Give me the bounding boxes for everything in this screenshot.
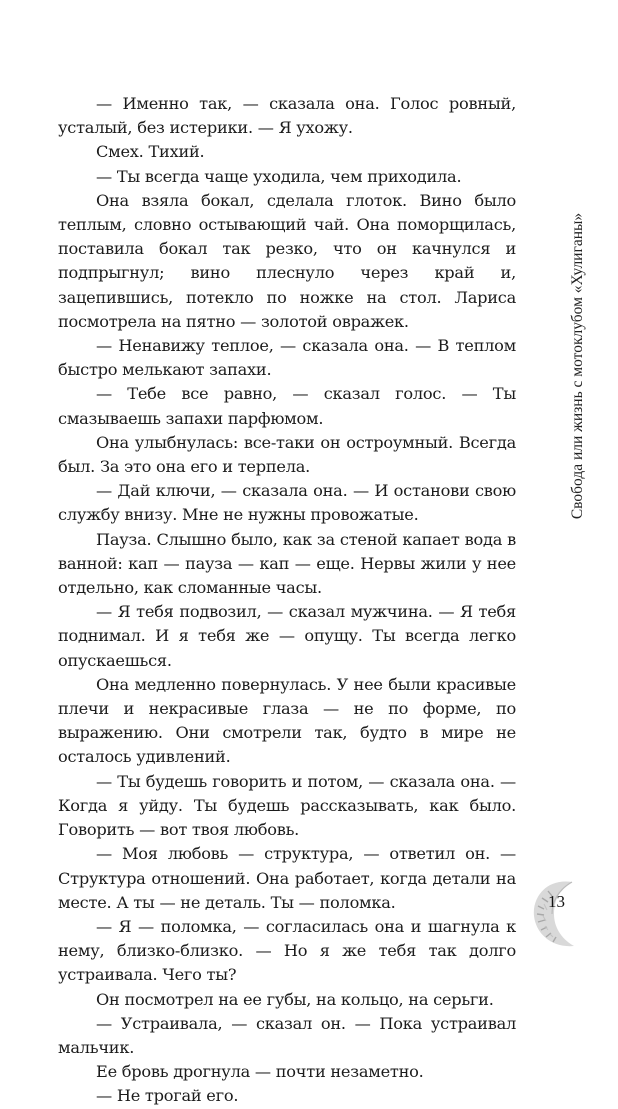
paragraph: — Именно так, — сказала она. Голос ровный, усталый, без истерики. — Я ухожу. — [58, 94, 516, 138]
paragraph: — Тебе все равно, — сказал голос. — Ты смазываешь запахи парфюмом. — [58, 384, 516, 428]
paragraph: — Я тебя подвозил, — сказал мужчина. — Я тебя поднимал. И я тебя же — опущу. Ты всегда легко опускаешься. — [58, 602, 516, 670]
paragraph: Пауза. Слышно было, как за стеной капает вода в ванной: кап — пауза — кап — еще. Нервы жили у нее отдельно, как сломанные часы. — [58, 529, 516, 598]
body-text — [58, 92, 516, 1109]
paragraph: — Ты всегда чаще уходила, чем приходила. — [96, 166, 462, 186]
paragraph: Она улыбнулась: все-таки он остроумный. Всегда был. За это она его и терпела. — [58, 432, 516, 477]
paragraph: Она медленно повернулась. У нее были красивые плечи и некрасивые глаза — не по форме, по выражению. Они смотрели так, будто в мире не осталось удивлений. — [58, 674, 516, 767]
paragraph: — Ты будешь говорить и потом, — сказала она. — Когда я уйду. Ты будешь рассказывать, как было. Говорить — вот твоя любовь. — [58, 771, 516, 840]
paragraph: — Моя любовь — структура, — ответил он. — Структура отношений. Она работает, когда детали на месте. А ты — не деталь. Ты — поломка. — [58, 844, 516, 912]
paragraph: — Не трогай его. — [96, 1086, 239, 1106]
running-head — [568, 86, 588, 646]
paragraph: Она взяла бокал, сделала глоток. Вино было теплым, словно остывающий чай. Она поморщилась, поставила бокал так резко, что он качнулся и подпрыгнул; вино плеснуло через край и, зацепившись, потекло по ножке на стол. Лариса посмотрела на пятно — золотой овражек. — [58, 190, 516, 331]
paragraph: — Я — поломка, — согласилась она и шагнула к нему, близко-близко. — Но я же тебя так долго устраивала. Чего ты? — [58, 916, 516, 985]
paragraph: Смех. Тихий. — [96, 142, 205, 162]
running-head-text: Свобода или жизнь с мотоклубом «Хулиганы» — [569, 212, 586, 520]
paragraph: — Ненавижу теплое, — сказала она. — В теплом быстро мелькают запахи. — [58, 336, 516, 380]
crescent-moon-ornament-icon — [528, 876, 590, 950]
paragraph: Он посмотрел на ее губы, на кольцо, на серьги. — [96, 989, 494, 1009]
paragraph: — Устраивала, — сказал он. — Пока устраивал мальчик. — [58, 1013, 516, 1057]
paragraph: — Дай ключи, — сказала она. — И останови свою службу внизу. Мне не нужны провожатые. — [58, 481, 516, 525]
paragraph: Ее бровь дрогнула — почти незаметно. — [96, 1062, 424, 1082]
page-number: 13 — [548, 892, 565, 911]
